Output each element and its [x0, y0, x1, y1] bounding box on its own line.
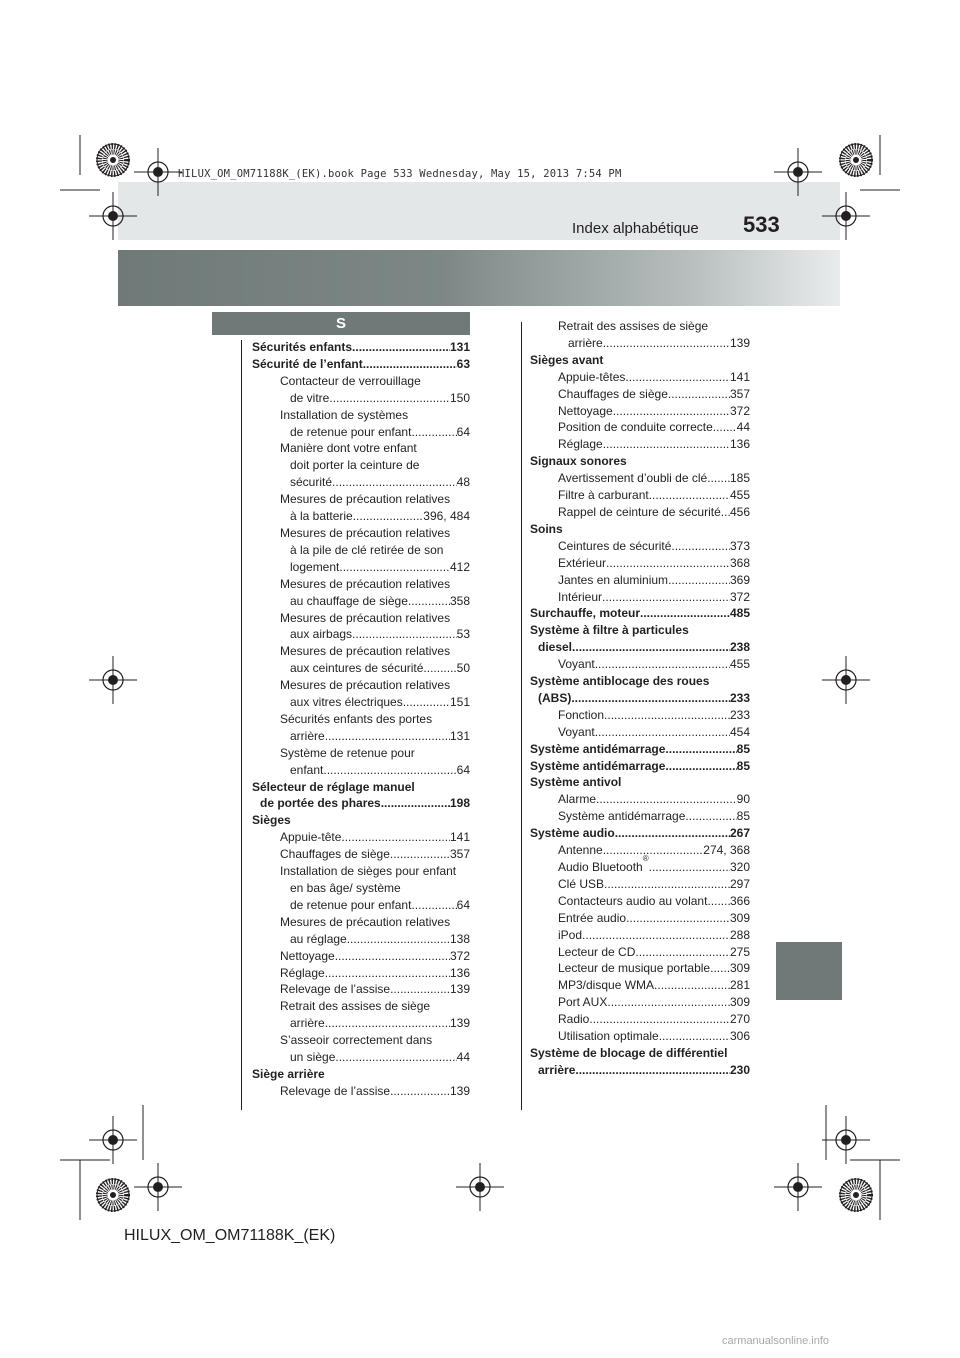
index-entry-text: Système antiblocage des roues [530, 674, 710, 689]
index-entry-text: Retrait des assises de siège [558, 319, 709, 333]
index-entry-text: Signaux sonores [530, 454, 627, 469]
entry-label: Appuie-têtes [558, 369, 626, 384]
index-entry-text: doit porter la ceinture de [290, 458, 420, 473]
model-code: HILUX_OM_OM71188K_(EK) [124, 1227, 336, 1244]
crosshair-icon [456, 1163, 504, 1211]
page-reference: 136 [449, 965, 470, 980]
page-reference: 412 [449, 559, 470, 574]
entry-label: Contacteurs audio au volant [558, 893, 708, 908]
entry-label: de retenue pour enfant [290, 424, 412, 439]
page-reference: 233 [729, 690, 750, 705]
page-reference: 198 [449, 796, 470, 811]
page-reference: 372 [729, 403, 750, 418]
watermark: carmanualsonline.info [722, 1335, 830, 1347]
page-reference: 53 [456, 627, 470, 642]
page-reference: 151 [449, 695, 470, 710]
entry-label: au chauffage de siège [290, 593, 408, 608]
page-reference: 309 [729, 961, 750, 976]
crosshair-icon [89, 656, 137, 704]
entry-label: un siège [290, 1050, 336, 1065]
crosshair-icon [89, 192, 137, 240]
index-entry-text: Système à filtre à particules [530, 623, 689, 638]
page-reference: 185 [729, 471, 750, 486]
entry-label: Système audio [530, 826, 615, 841]
entry-label: Fonction [558, 707, 605, 722]
crosshair-icon [774, 1163, 822, 1211]
entry-label: Sécurités enfants [252, 340, 353, 354]
page-reference: 372 [729, 589, 750, 604]
index-entry-text: Système antivol [530, 775, 622, 790]
page-reference: 138 [449, 931, 470, 946]
page-reference: 309 [729, 995, 750, 1010]
entry-label: arrière [538, 1062, 576, 1077]
page-reference: 368 [729, 555, 750, 570]
entry-label: Réglage [280, 965, 325, 980]
entry-label: Système antidémarrage [558, 809, 686, 824]
page-reference: 369 [729, 572, 750, 587]
page-reference: 50 [456, 661, 470, 676]
page-reference: 357 [729, 386, 750, 401]
crosshair-icon [822, 192, 870, 240]
entry-label: Appuie-tête [280, 830, 342, 845]
page-reference: 139 [449, 1083, 470, 1098]
index-entry-text: Sièges avant [530, 352, 604, 367]
index-entry-text: Mesures de précaution relatives [280, 610, 451, 625]
page-reference: 44 [456, 1050, 470, 1065]
page-reference: 275 [729, 944, 750, 959]
entry-label: de portée des phares [260, 796, 381, 811]
crosshair-icon [89, 1116, 137, 1164]
star-target-icon [840, 144, 872, 176]
page-reference: 288 [729, 927, 750, 942]
entry-label: Nettoyage [558, 403, 613, 418]
entry-label: Système antidémarrage [530, 741, 666, 756]
page-reference: 90 [736, 792, 750, 807]
entry-label: Lecteur de musique portable [558, 961, 711, 976]
page-reference: 131 [449, 340, 470, 354]
entry-label: Jantes en aluminium [558, 572, 669, 587]
entry-label: Sécurité de l’enfant [252, 356, 363, 371]
index-entry-text: Siège arrière [252, 1066, 325, 1081]
page-reference: 85 [736, 809, 750, 824]
page-reference: 64 [456, 897, 470, 912]
index-entry-text: Mesures de précaution relatives [280, 525, 451, 540]
page-reference: 357 [449, 847, 470, 862]
entry-label: Antenne [558, 843, 603, 858]
page-reference: 456 [729, 504, 750, 519]
index-entry-text: Mesures de précaution relatives [280, 576, 451, 591]
star-target-icon [97, 144, 129, 176]
entry-label: Réglage [558, 437, 603, 452]
page-reference: 85 [736, 741, 750, 756]
entry-label: iPod [558, 927, 583, 942]
page-reference: 373 [729, 538, 750, 553]
index-entry-text: Retrait des assises de siège [280, 999, 431, 1014]
entry-label: Nettoyage [280, 948, 335, 963]
crosshair-icon [134, 148, 182, 196]
page-reference: 396, 484 [423, 509, 470, 524]
index-entry-text: Contacteur de verrouillage [280, 373, 421, 388]
page-reference: 238 [729, 640, 750, 655]
page-reference: 150 [449, 390, 470, 405]
entry-label: aux airbags [290, 627, 353, 642]
index-entry-text: Système de blocage de différentiel [530, 1045, 728, 1060]
entry-label: Système antidémarrage [530, 758, 666, 773]
page-reference: 455 [729, 488, 750, 503]
entry-label: à la batterie [290, 509, 353, 524]
header-title: Index alphabétique [572, 220, 699, 237]
entry-label: sécurité [290, 475, 333, 490]
entry-label: Avertissement d’oubli de clé [558, 471, 708, 486]
page-reference: 358 [449, 593, 470, 608]
page-reference: 274, 368 [703, 843, 750, 858]
page-reference: 270 [729, 1012, 750, 1027]
entry-label: Surchauffe, moteur [530, 606, 641, 621]
page-reference: 48 [456, 475, 470, 490]
page-reference: 64 [456, 424, 470, 439]
page-reference: 372 [449, 948, 470, 963]
index-entry-text: Mesures de précaution relatives [280, 492, 451, 507]
entry-label: Position de conduite correcte [558, 420, 713, 435]
index-entry-text: Système de retenue pour [280, 745, 415, 760]
star-target-icon [97, 1179, 129, 1211]
page-reference: 320 [729, 860, 750, 874]
entry-label: Rappel de ceinture de sécurité [558, 504, 721, 519]
index-entry-text: Sièges [252, 813, 291, 828]
entry-label: Port AUX [558, 995, 608, 1010]
entry-label: Extérieur [558, 555, 607, 570]
page-reference: 139 [449, 1016, 470, 1031]
page-reference: 297 [729, 876, 750, 891]
index-entry-text: Manière dont votre enfant [280, 441, 417, 456]
entry-label: Clé USB [558, 876, 605, 891]
entry-label: enfant [290, 762, 324, 777]
index-entry-text: Sélecteur de réglage manuel [252, 779, 415, 794]
page-reference: 141 [729, 369, 750, 384]
entry-label: Relevage de l’assise [280, 982, 391, 997]
index-entry-text: S’asseoir correctement dans [280, 1033, 433, 1048]
page-reference: 267 [729, 826, 750, 841]
page-reference: 85 [736, 758, 750, 773]
index-entry-text: Installation de sièges pour enfant [280, 864, 457, 879]
entry-label: Ceintures de sécurité [558, 538, 672, 553]
index-entry-text: en bas âge/ système [290, 881, 401, 895]
entry-label: aux ceintures de sécurité [290, 661, 424, 676]
index-entry-text: Mesures de précaution relatives [280, 914, 451, 929]
entry-label: Chauffages de siège [558, 386, 668, 401]
page-reference: 366 [729, 893, 750, 908]
index-entry-text: Mesures de précaution relatives [280, 678, 451, 693]
entry-label: Relevage de l’assise [280, 1083, 391, 1098]
star-target-icon [840, 1179, 872, 1211]
entry-label: Audio Bluetooth [558, 860, 643, 874]
section-letter: S [212, 312, 470, 335]
entry-label: arrière [568, 335, 603, 350]
registered-mark: ® [642, 854, 649, 863]
entry-label: Intérieur [558, 589, 603, 604]
entry-label: Radio [558, 1012, 590, 1027]
entry-label: de vitre [290, 390, 330, 405]
page-reference: 64 [456, 762, 470, 777]
page-reference: 136 [729, 437, 750, 452]
crosshair-icon [774, 148, 822, 196]
entry-label: Chauffages de siège [280, 847, 390, 862]
index-entry-text: à la pile de clé retirée de son [290, 542, 444, 557]
page-reference: 141 [449, 830, 470, 845]
page-reference: 455 [729, 657, 750, 672]
page-reference: 230 [729, 1062, 750, 1077]
crosshair-icon [134, 1163, 182, 1211]
page-reference: 454 [729, 724, 750, 739]
page-reference: 139 [729, 335, 750, 350]
entry-label: MP3/disque WMA [558, 978, 655, 993]
entry-label: Entrée audio [558, 910, 627, 925]
entry-label: arrière [290, 728, 325, 743]
entry-label: Alarme [558, 792, 597, 807]
page-reference: 306 [729, 1029, 750, 1044]
index-entry-text: Mesures de précaution relatives [280, 644, 451, 659]
entry-label: Utilisation optimale [558, 1029, 659, 1044]
index-entry-text: Installation de systèmes [280, 407, 409, 422]
entry-label: au réglage [290, 931, 347, 946]
page-reference: 139 [449, 982, 470, 997]
entry-label: Filtre à carburant [558, 488, 649, 503]
page-reference: 281 [729, 978, 750, 993]
page-reference: 485 [729, 606, 750, 621]
page-reference: 309 [729, 910, 750, 925]
page-reference: 131 [449, 728, 470, 743]
crosshair-icon [822, 1116, 870, 1164]
entry-label: Voyant [558, 657, 595, 672]
index-entry-text: Sécurités enfants des portes [280, 711, 433, 726]
entry-label: (ABS) [538, 690, 572, 705]
page-number: 533 [743, 212, 780, 237]
entry-label: Lecteur de CD [558, 944, 636, 959]
page-reference: 63 [456, 356, 470, 371]
entry-label: aux vitres électriques [290, 695, 403, 710]
entry-label: Voyant [558, 724, 595, 739]
entry-label: logement [290, 559, 340, 574]
entry-label: diesel [538, 640, 573, 655]
entry-label: arrière [290, 1016, 325, 1031]
page-reference: 233 [729, 707, 750, 722]
entry-label: de retenue pour enfant [290, 897, 412, 912]
crosshair-icon [822, 656, 870, 704]
index-entry-text: Soins [530, 521, 563, 536]
file-stamp: HILUX_OM_OM71188K_(EK).book Page 533 Wednesday, May 15, 2013 7:54 PM [178, 168, 622, 180]
page-reference: 44 [736, 420, 750, 435]
